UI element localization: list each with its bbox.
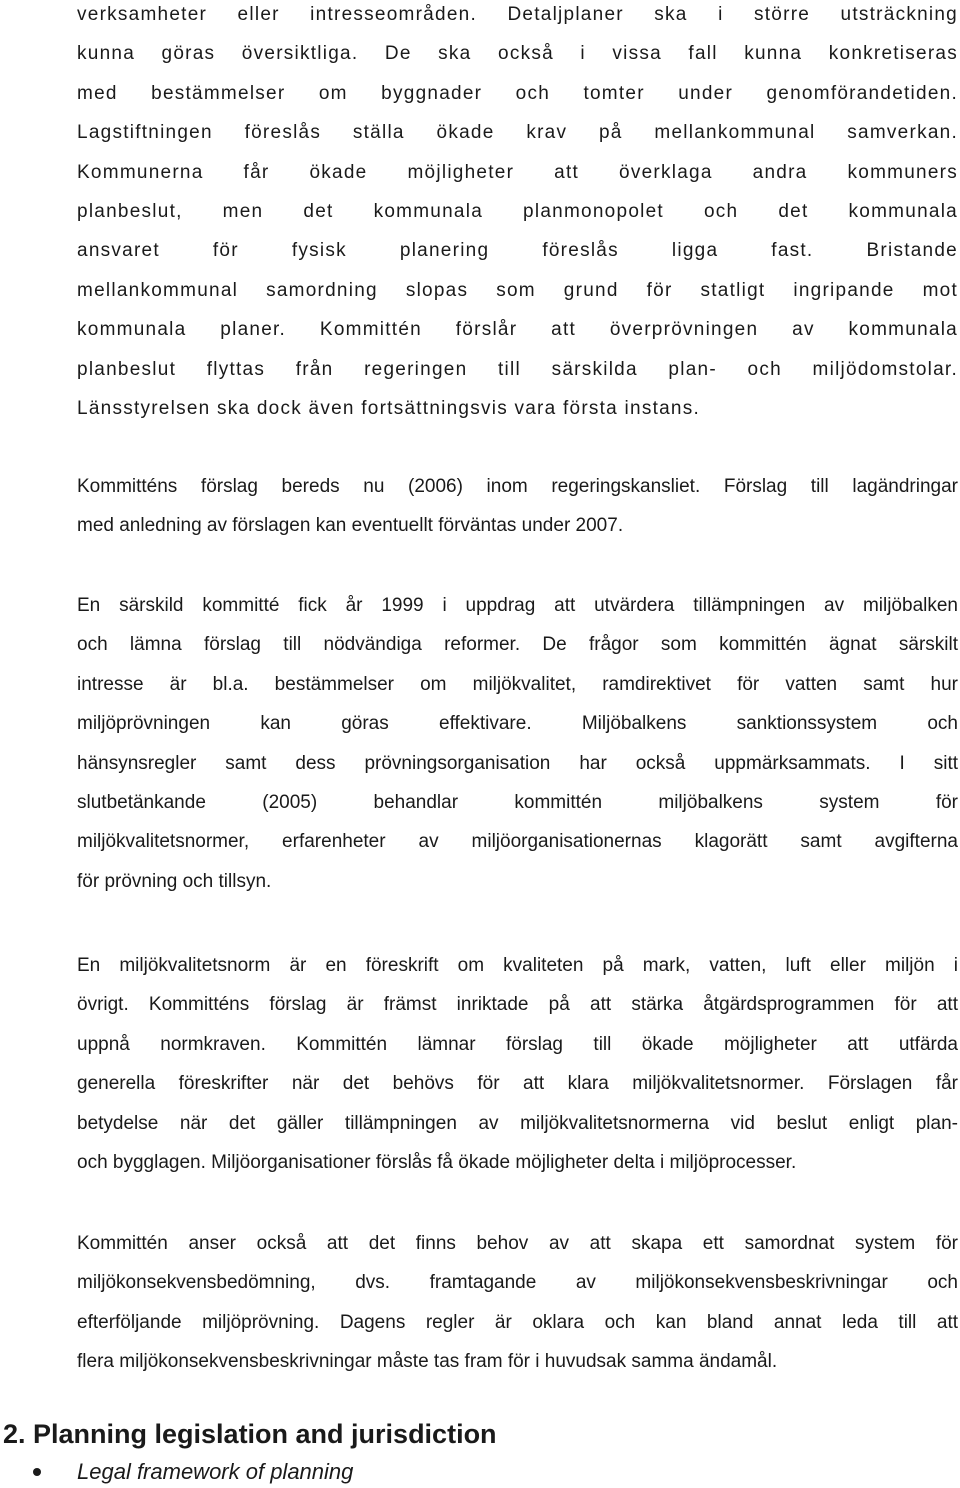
text-line: ansvaret för fysisk planering föreslås ligga fast. Bristande (77, 240, 958, 261)
text-line: för prövning och tillsyn. (77, 871, 272, 892)
text-line: med anledning av förslagen kan eventuellt förväntas under 2007. (77, 515, 624, 536)
text-line: hänsynsregler samt dess prövningsorganisation har också uppmärksammats. I sitt (77, 753, 958, 774)
text-line: Kommitténs förslag bereds nu (2006) inom regeringskansliet. Förslag till lagändringar (77, 476, 958, 497)
bullet-item-text: Legal framework of planning (77, 1459, 354, 1484)
text-line: efterföljande miljöprövning. Dagens regler är oklara och kan bland annat leda till att (77, 1312, 958, 1333)
text-line: miljökonsekvensbedömning, dvs. framtagande av miljökonsekvensbeskrivningar och (77, 1272, 958, 1293)
text-line: Kommittén anser också att det finns behov av att skapa ett samordnat system för (77, 1233, 958, 1254)
text-line: flera miljökonsekvensbeskrivningar måste tas fram för i huvudsak samma ändamål. (77, 1351, 778, 1372)
text-line: miljökvalitetsnormer, erfarenheter av miljöorganisationernas klagorätt samt avgifterna (77, 831, 958, 852)
text-line: Länsstyrelsen ska dock även fortsättningsvis vara första instans. (77, 398, 701, 419)
text-line: planbeslut flyttas från regeringen till särskilda plan- och miljödomstolar. (77, 359, 958, 380)
text-line: miljöprövningen kan göras effektivare. Miljöbalkens sanktionssystem och (77, 713, 958, 734)
text-line: övrigt. Kommitténs förslag är främst inriktade på att stärka åtgärdsprogrammen för att (77, 994, 958, 1015)
text-line: intresse är bl.a. bestämmelser om miljökvalitet, ramdirektivet för vatten samt hur (77, 674, 958, 695)
text-line: mellankommunal samordning slopas som grund för statligt ingripande mot (77, 280, 958, 301)
text-line: verksamheter eller intresseområden. Detaljplaner ska i större utsträckning (77, 4, 958, 25)
text-line: kunna göras översiktliga. De ska också i vissa fall kunna konkretiseras (77, 43, 958, 64)
text-line: och lämna förslag till nödvändiga reformer. De frågor som kommittén ägnat särskilt (77, 634, 958, 655)
text-line: uppnå normkraven. Kommittén lämnar förslag till ökade möjligheter att utfärda (77, 1034, 958, 1055)
text-line: Kommunerna får ökade möjligheter att överklaga andra kommuners (77, 162, 958, 183)
text-line: En miljökvalitetsnorm är en föreskrift om kvaliteten på mark, vatten, luft eller miljön i (77, 955, 958, 976)
text-line: Lagstiftningen föreslås ställa ökade krav på mellankommunal samverkan. (77, 122, 958, 143)
bullet-dot-icon (33, 1468, 41, 1476)
text-line: slutbetänkande (2005) behandlar kommittén miljöbalkens system för (77, 792, 958, 813)
text-line: generella föreskrifter när det behövs för att klara miljökvalitetsnormer. Förslagen får (77, 1073, 958, 1094)
text-line: betydelse när det gäller tillämpningen av miljökvalitetsnormerna vid beslut enligt plan- (77, 1113, 958, 1134)
text-line: med bestämmelser om byggnader och tomter under genomförandetiden. (77, 83, 958, 104)
text-line: kommunala planer. Kommittén förslår att överprövningen av kommunala (77, 319, 958, 340)
section-heading: 2. Planning legislation and jurisdiction (3, 1419, 497, 1449)
text-line: planbeslut, men det kommunala planmonopolet och det kommunala (77, 201, 958, 222)
text-line: och bygglagen. Miljöorganisationer förslås få ökade möjligheter delta i miljöprocesser. (77, 1152, 797, 1173)
text-line: En särskild kommitté fick år 1999 i uppdrag att utvärdera tillämpningen av miljöbalken (77, 595, 958, 616)
